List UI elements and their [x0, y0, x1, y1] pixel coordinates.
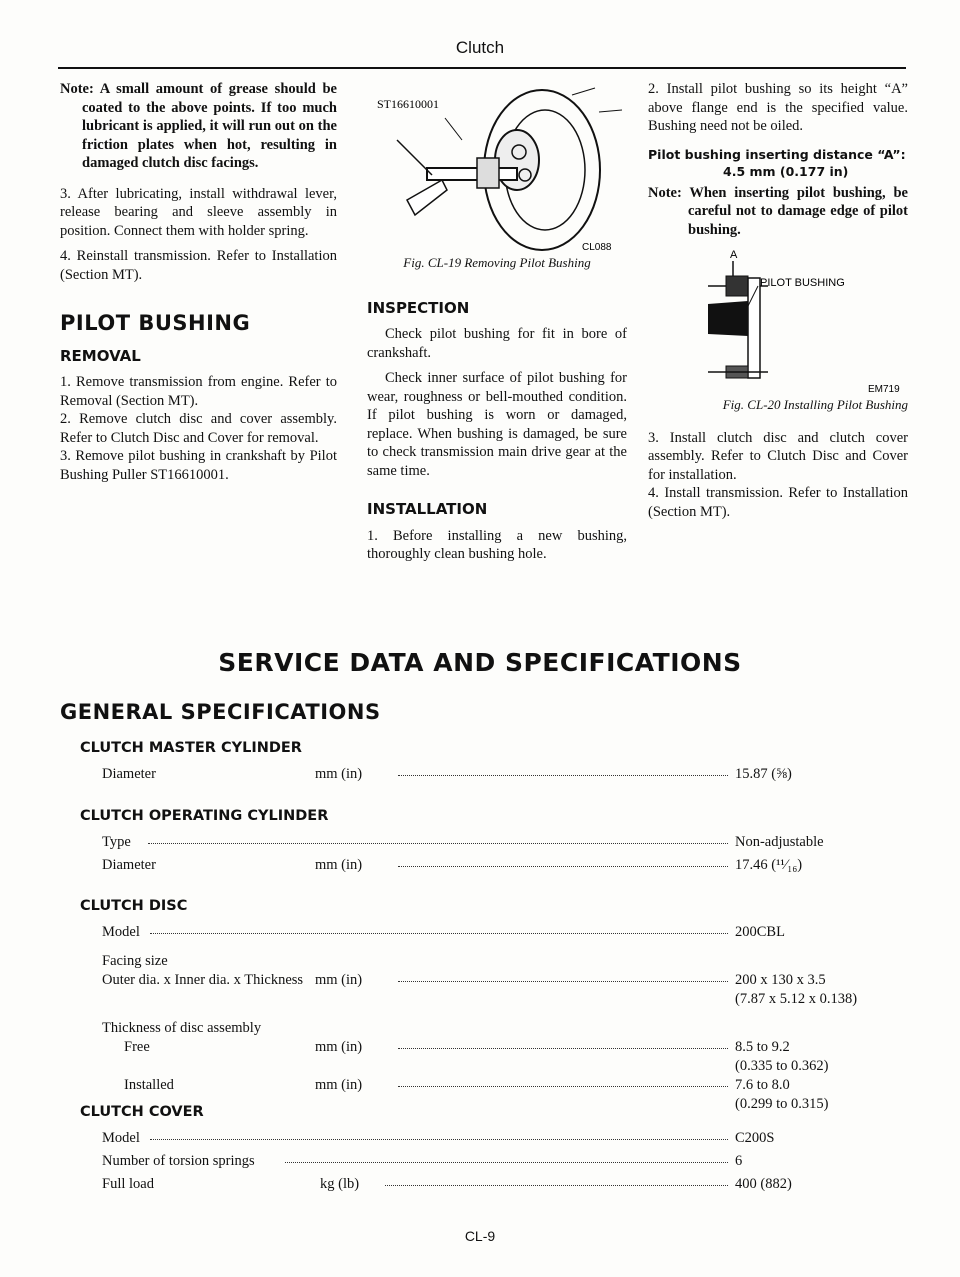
removal-2: 2. Remove clutch disc and cover assembly. Refer to Clutch Disc and Cover for removal. [60, 411, 337, 446]
inspection-heading: INSPECTION [367, 298, 470, 317]
header-rule [58, 67, 906, 69]
label: Outer dia. x Inner dia. x Thickness [102, 972, 304, 988]
leader-dots [148, 843, 728, 844]
cover-model-row [80, 1130, 880, 1149]
operating-type-row [80, 834, 880, 853]
dim-a: A [730, 249, 738, 261]
clutch-disc-heading: CLUTCH DISC [80, 898, 188, 914]
leader-dots [150, 1139, 728, 1140]
value: 400 (882) [735, 1176, 792, 1192]
pilot-bushing-heading: PILOT BUSHING [60, 311, 251, 335]
leader-dots [398, 1048, 728, 1049]
master-cylinder-section [80, 740, 880, 785]
tool-label: ST16610001 [377, 97, 440, 111]
label: Free [124, 1039, 150, 1055]
leader-dots [385, 1185, 728, 1186]
installed-row [80, 1077, 880, 1096]
step-3: 3. After lubricating, install withdrawal lever, release bearing and sleeve assembly in position. Connect them with holder spring. [60, 185, 337, 239]
full-load-row [80, 1176, 880, 1195]
free-row [80, 1039, 880, 1058]
value: 200CBL [735, 924, 785, 940]
value: 200 x 130 x 3.5 [735, 972, 826, 988]
free-in-row [80, 1058, 880, 1077]
value: (0.299 to 0.315) [735, 1096, 829, 1112]
page-number: CL-9 [464, 1228, 496, 1244]
facing-dims-row [80, 972, 880, 991]
operating-diameter-row [80, 857, 880, 876]
figure-cl19 [367, 80, 627, 252]
label: Model [102, 1130, 140, 1146]
value: (7.87 x 5.12 x 0.138) [735, 991, 858, 1007]
value: 8.5 to 9.2 [735, 1039, 790, 1055]
spec-value: 4.5 mm (0.177 in) [723, 163, 849, 179]
value: 7.6 to 8.0 [735, 1077, 790, 1093]
value: 17.46 (¹¹⁄₁₆) [735, 857, 803, 873]
label: Model [102, 924, 140, 940]
pilot-bushing-install-illustration [648, 246, 908, 396]
unit: mm (in) [315, 972, 363, 988]
label: Diameter [102, 766, 156, 782]
installation-1: 1. Before installing a new bushing, thoroughly clean bushing hole. [367, 527, 627, 562]
label: Diameter [102, 857, 156, 873]
column-3 [648, 80, 908, 528]
value: 6 [735, 1153, 743, 1169]
pilot-bushing-puller-illustration [367, 80, 627, 252]
inspection-2: Check inner surface of pilot bushing for wear, roughness or bell-mouthed condition. If pilot bushing is worn or damaged, replace. When bushing is damaged, be sure to check transmission main drive gear at the same time. [367, 370, 627, 479]
master-diameter-row [80, 766, 880, 785]
facing-size-row [80, 953, 880, 972]
service-data-title: SERVICE DATA AND SPECIFICATIONS [218, 648, 742, 677]
leader-dots [398, 775, 728, 776]
label: Facing size [102, 953, 168, 969]
fig-caption-cl20: Fig. CL-20 Installing Pilot Bushing [722, 397, 908, 412]
fig-code-em719: EM719 [868, 384, 900, 395]
clutch-cover-section [80, 1104, 880, 1195]
step-4: 4. Reinstall transmission. Refer to Installation (Section MT). [60, 248, 337, 283]
leader-dots [150, 933, 728, 934]
removal-1: 1. Remove transmission from engine. Refer to Removal (Section MT). [60, 374, 337, 409]
general-specifications-title: GENERAL SPECIFICATIONS [60, 700, 381, 724]
leader-dots [398, 1086, 728, 1087]
label: Full load [102, 1176, 154, 1192]
thickness-row [80, 1020, 880, 1039]
value: (0.335 to 0.362) [735, 1058, 829, 1074]
label: Number of torsion springs [102, 1153, 255, 1169]
grease-note: Note: A small amount of grease should be coated to the above points. If too much lubricant is applied, it will run out on the friction plates when hot, resulting in damaged clutch disc facings. [60, 81, 337, 171]
install-step-4: 4. Install transmission. Refer to Installation (Section MT). [648, 485, 908, 520]
clutch-disc-section [80, 898, 880, 1115]
master-cylinder-heading: CLUTCH MASTER CYLINDER [80, 740, 302, 756]
leader-dots [398, 866, 728, 867]
install-step-2: 2. Install pilot bushing so its height “A” above flange end is the specified value. Bushing need not be oiled. [648, 81, 908, 134]
install-step-3: 3. Install clutch disc and clutch cover assembly. Refer to Clutch Disc and Cover for installation. [648, 429, 908, 483]
removal-3: 3. Remove pilot bushing in crankshaft by Pilot Bushing Puller ST16610001. [60, 448, 337, 483]
page-header: Clutch [455, 38, 505, 57]
label: Thickness of disc assembly [102, 1020, 262, 1036]
pilot-bushing-label: PILOT BUSHING [760, 277, 845, 289]
unit: mm (in) [315, 766, 363, 782]
leader-dots [398, 981, 728, 982]
value: Non-adjustable [735, 834, 824, 850]
unit: mm (in) [315, 1039, 363, 1055]
spec-label: Pilot bushing inserting distance “A”: [648, 146, 906, 162]
figure-cl20 [648, 246, 908, 396]
leader-dots [285, 1162, 728, 1163]
unit: kg (lb) [320, 1176, 360, 1192]
installation-heading: INSTALLATION [367, 500, 488, 518]
inspection-1: Check pilot bushing for fit in bore of crankshaft. [367, 326, 627, 361]
facing-dims-in-row [80, 991, 880, 1010]
value: 15.87 (⅝) [735, 766, 792, 782]
label: Type [102, 834, 131, 850]
operating-cylinder-heading: CLUTCH OPERATING CYLINDER [80, 808, 329, 824]
clutch-cover-heading: CLUTCH COVER [80, 1104, 204, 1120]
operating-cylinder-section [80, 808, 880, 876]
unit: mm (in) [315, 857, 363, 873]
column-1 [60, 80, 337, 491]
fig-code: CL088 [582, 242, 612, 252]
bushing-note: Note: When inserting pilot bushing, be careful not to damage edge of pilot bushing. [648, 184, 908, 238]
label: Installed [124, 1077, 174, 1093]
torsion-springs-row [80, 1153, 880, 1172]
unit: mm (in) [315, 1077, 363, 1093]
inserting-spec [648, 146, 908, 180]
removal-heading: REMOVAL [60, 346, 141, 365]
value: C200S [735, 1130, 775, 1146]
fig-caption-cl19: Fig. CL-19 Removing Pilot Bushing [403, 255, 591, 270]
disc-model-row [80, 924, 880, 943]
column-2 [367, 80, 627, 571]
